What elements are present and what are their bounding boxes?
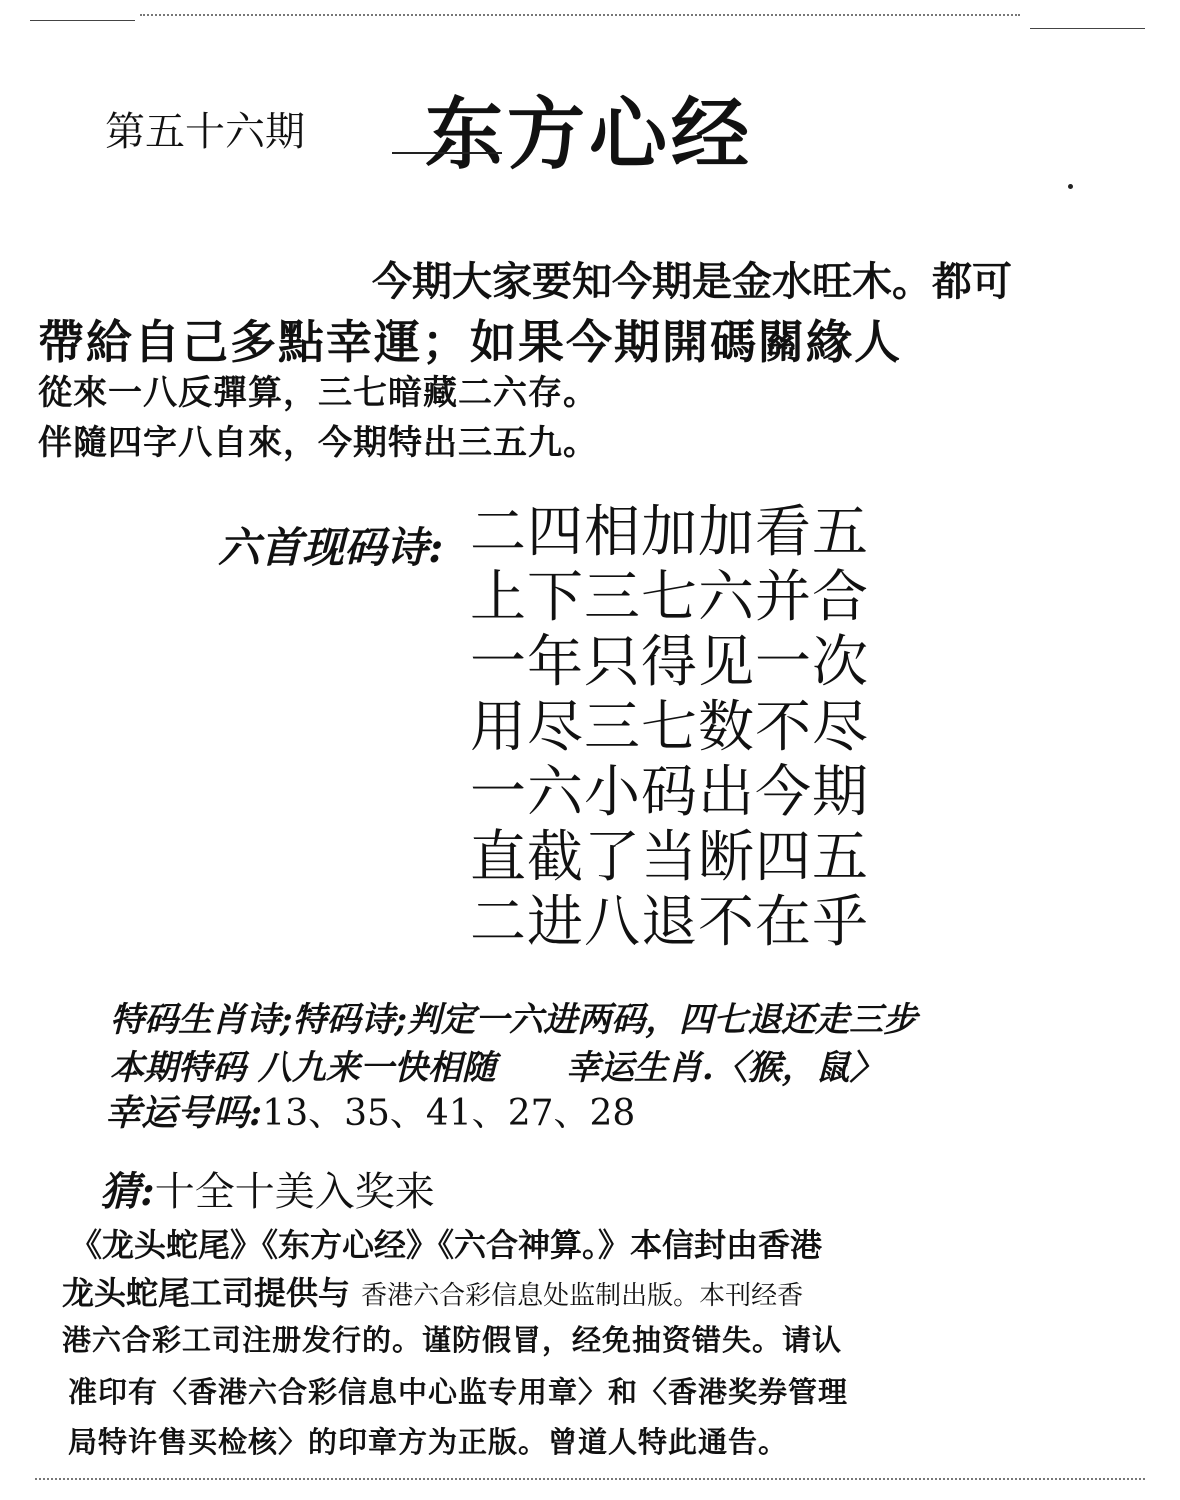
notice-line-4: 准印有〈香港六合彩信息中心监专用章〉和〈香港奖券管理 <box>68 1375 849 1409</box>
top-dotted-border <box>140 14 1020 16</box>
riddle-label: 猜: <box>100 1168 155 1215</box>
riddle-line <box>100 1160 435 1217</box>
title-underline <box>392 152 502 154</box>
scan-speck <box>1068 184 1073 189</box>
notice-line-5: 局特许售买检核〉的印章方为正版。曾道人特此通告。 <box>68 1425 789 1459</box>
lucky-numbers-label: 幸运号吗: <box>105 1092 263 1134</box>
poem-line: 用尽三七数不尽 <box>470 695 869 760</box>
issue-number: 第五十六期 <box>105 109 305 155</box>
special-poem-line: 特码生肖诗;特码诗;判定一六进两码，四七退还走三步 <box>110 1000 918 1040</box>
top-right-rule <box>1030 28 1145 29</box>
special-code-line <box>110 1040 884 1089</box>
poem-label: 六首现码诗: <box>218 523 444 572</box>
page-title: 东方心经 <box>425 90 754 180</box>
lucky-numbers: 13、35、41、27、28 <box>262 1093 636 1134</box>
notice-line-2 <box>62 1268 803 1314</box>
lucky-numbers-line <box>105 1085 635 1136</box>
poem-block <box>470 500 869 955</box>
poem-line: 二进八退不在乎 <box>470 890 869 955</box>
poem-line: 二四相加加看五 <box>470 500 869 565</box>
notice-line-3: 港六合彩工司注册发行的。谨防假冒，经免抽资错失。请认 <box>62 1323 843 1357</box>
special-code-text: 本期特码 八九来一快相随 <box>110 1048 496 1088</box>
notice-line-2-small: 香港六合彩信息处监制出版。本刊经香 <box>361 1281 804 1311</box>
top-left-rule <box>30 20 135 21</box>
poem-line: 上下三七六并合 <box>470 565 869 630</box>
lucky-zodiac: 幸运生肖.〈猴，鼠〉 <box>565 1048 884 1088</box>
intro-line-4: 伴隨四字八自來，今期特出三五九。 <box>38 423 598 463</box>
poem-line: 一年只得见一次 <box>470 630 869 695</box>
notice-line-1: 《龙头蛇尾》《东方心经》《六合神算。》本信封由香港 <box>70 1226 823 1264</box>
intro-line-1: 今期大家要知今期是金水旺木。都可 <box>372 258 1012 305</box>
notice-line-2-big: 龙头蛇尾工司提供与 <box>62 1274 351 1312</box>
poem-line: 一六小码出今期 <box>470 760 869 825</box>
intro-line-2: 帶給自己多點幸運；如果今期開碼關緣人 <box>38 315 902 369</box>
bottom-dotted-border <box>35 1478 1145 1480</box>
poem-line: 直截了当断四五 <box>470 825 869 890</box>
riddle-text: 十全十美入奖来 <box>154 1169 435 1215</box>
intro-line-3: 從來一八反彈算，三七暗藏二六存。 <box>38 373 598 413</box>
